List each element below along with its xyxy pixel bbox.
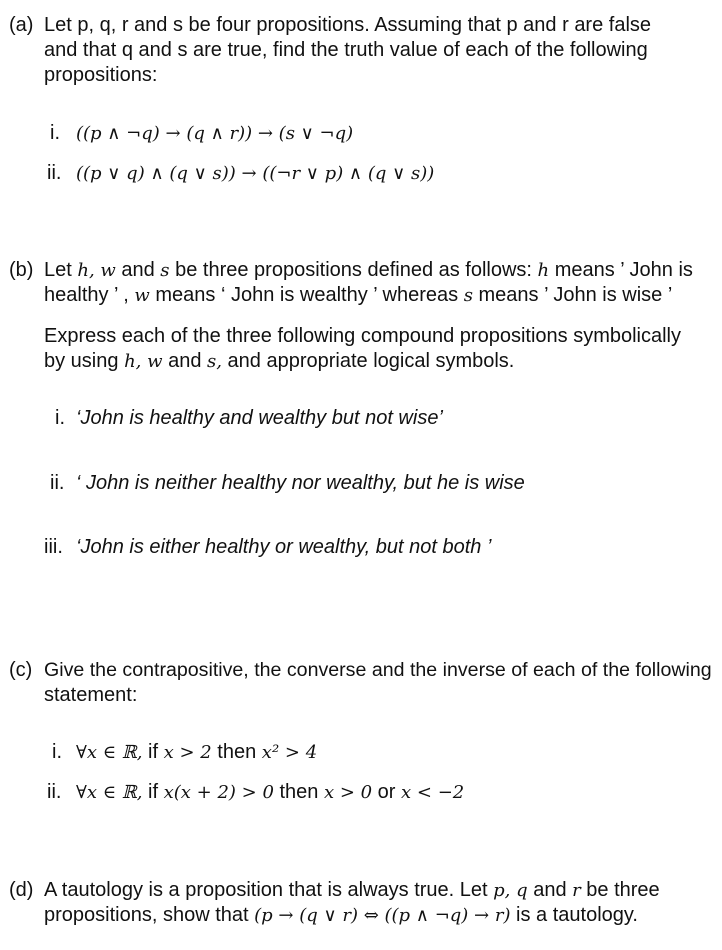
math-vars: h, w xyxy=(77,260,116,281)
part-c-item-1-statement xyxy=(76,740,317,765)
text: and xyxy=(162,350,207,372)
part-b-item-3-number: iii. xyxy=(44,536,63,558)
math-expression: (p → (q ∨ r) ⇔ ((p ∧ ¬q) → r) xyxy=(254,905,511,926)
text: and appropriate logical symbols. xyxy=(221,350,515,372)
math-quantifier: ∀x ∈ ℝ, xyxy=(76,742,143,763)
text: is a tautology. xyxy=(510,904,638,926)
part-b-paragraph-2-line-2 xyxy=(44,349,514,374)
part-c-label: (c) xyxy=(9,659,33,681)
part-b-item-2-number: ii. xyxy=(50,472,65,494)
math-condition: x > 2 xyxy=(163,742,212,763)
text: means ’ John is xyxy=(549,259,693,281)
part-c-item-2-number: ii. xyxy=(47,781,62,803)
math-var: h xyxy=(537,260,550,281)
math-result: x² > 4 xyxy=(261,742,318,763)
part-a-item-2-number: ii. xyxy=(47,162,62,184)
part-b-line-2 xyxy=(44,283,672,308)
part-b-item-1-text: ‘John is healthy and wealthy but not wise’ xyxy=(76,407,443,429)
text: and xyxy=(115,259,161,281)
text: be three xyxy=(580,879,660,901)
part-a-item-2-expression: ((p ∨ q) ∧ (q ∨ s)) → ((¬r ∨ p) ∧ (q ∨ s)) xyxy=(76,163,435,184)
part-c-item-1-number: i. xyxy=(52,741,62,763)
text: then xyxy=(279,781,319,803)
part-a-item-1-expression: ((p ∧ ¬q) → (q ∧ r)) → (s ∨ ¬q) xyxy=(76,123,354,144)
part-c-item-2-statement xyxy=(76,780,464,805)
math-quantifier: ∀x ∈ ℝ, xyxy=(76,782,143,803)
part-d-line-1 xyxy=(44,878,660,903)
part-a-line-2: and that q and s are true, find the truth value of each of the following xyxy=(44,39,648,61)
math-var: s, xyxy=(207,351,222,372)
math-var: s xyxy=(160,260,170,281)
text: and xyxy=(527,879,573,901)
text: means ‘ John is wealthy ’ whereas xyxy=(149,284,464,306)
math-var: w xyxy=(134,285,150,306)
text: Let xyxy=(44,259,78,281)
part-a-item-1-number: i. xyxy=(50,122,60,144)
text: or xyxy=(377,781,396,803)
part-b-item-1-number: i. xyxy=(55,407,65,429)
text: propositions, show that xyxy=(44,904,255,926)
text: if xyxy=(148,781,159,803)
part-c-line-2: statement: xyxy=(44,684,138,706)
math-var: r xyxy=(572,880,581,901)
text: if xyxy=(148,741,159,763)
text: healthy ’ , xyxy=(44,284,135,306)
math-condition: x(x + 2) > 0 xyxy=(163,782,274,803)
math-result: x > 0 xyxy=(323,782,373,803)
part-a-label: (a) xyxy=(9,14,34,36)
math-result: x < −2 xyxy=(401,782,465,803)
part-d-line-2 xyxy=(44,903,638,928)
text: then xyxy=(217,741,257,763)
text: A tautology is a proposition that is always true. Let xyxy=(44,879,494,901)
math-var: s xyxy=(463,285,473,306)
part-c-line-1: Give the contrapositive, the converse and the inverse of each of the following xyxy=(44,659,712,681)
part-d-label: (d) xyxy=(9,879,34,901)
part-b-item-2-text: ‘ John is neither healthy nor wealthy, but he is wise xyxy=(76,472,525,494)
math-vars: h, w xyxy=(124,351,163,372)
part-b-paragraph-2-line-1: Express each of the three following compound propositions symbolically xyxy=(44,325,682,347)
text: by using xyxy=(44,350,125,372)
part-b-item-3-text: ‘John is either healthy or wealthy, but not both ’ xyxy=(76,536,492,558)
math-vars: p, q xyxy=(493,880,528,901)
part-b-line-1 xyxy=(44,258,693,283)
part-a-line-1: Let p, q, r and s be four propositions. Assuming that p and r are false xyxy=(44,14,652,36)
text: be three propositions defined as follows: xyxy=(169,259,538,281)
part-b-label: (b) xyxy=(9,259,34,281)
part-a-line-3: propositions: xyxy=(44,64,158,86)
text: means ’ John is wise ’ xyxy=(472,284,673,306)
